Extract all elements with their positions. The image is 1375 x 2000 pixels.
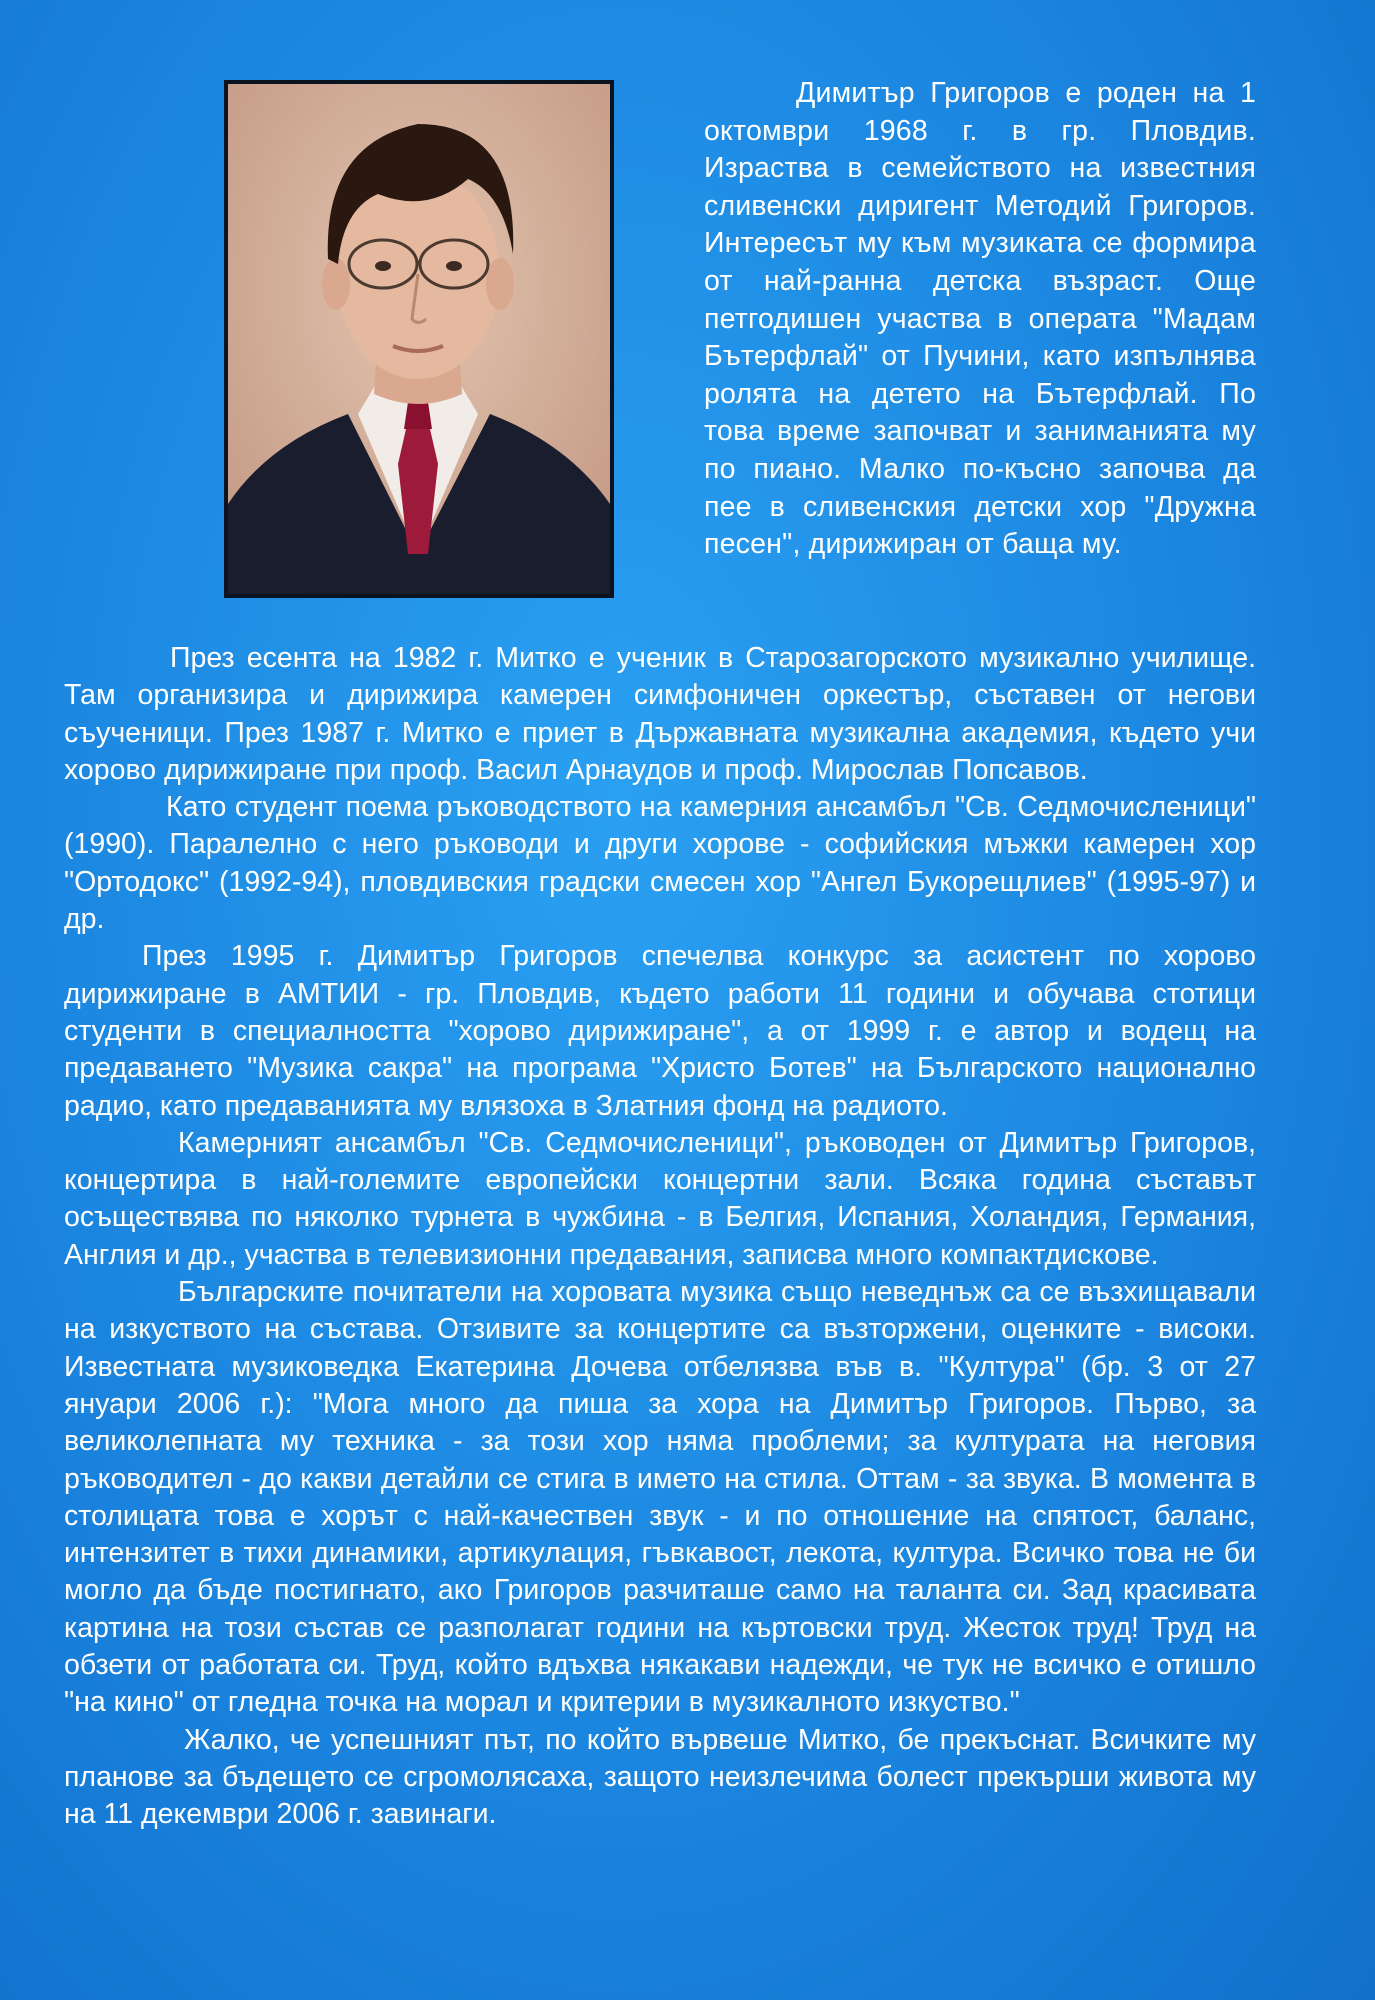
portrait-image <box>228 84 610 594</box>
portrait-photo <box>224 80 614 598</box>
intro-paragraph: Димитър Григоров е роден на 1 октомври 1968 г. в гр. Пловдив. Израства в семейството на известния сливенски диригент Методий Григоров. Интересът му към музиката се формира от най-ранна детска възраст. Още петгодишен участва в операта "Мадам Бътерфлай" от Пучини, като изпълнява ролята на детето на Бътерфлай. По това време започват и заниманията му по пиано. Малко по-късно започва да пее в сливенския детски хор "Дружна песен", дирижиран от баща му. <box>704 77 1256 561</box>
paragraph-assistant: През 1995 г. Димитър Григоров спечелва конкурс за асистент по хорово дирижиране в АМТИИ - гр. Пловдив, където работи 11 години и обучава стотици студенти в специалността "хорово дирижиране", а от 1999 г. е автор и водещ на предаването "Музика сакра" на програма "Христо Ботев" на Българското национално радио, като предаванията му влязоха в Златния фонд на радиото. <box>64 940 1256 1122</box>
biography-body <box>64 640 1256 1834</box>
paragraph-review: Българските почитатели на хоровата музика също неведнъж са се възхищавали на изкуството на състава. Отзивите за концертите са възторжени, оценките - високи. Известната музиковедка Екатерина Дочева отбелязва във в. "Култура" (бр. 3 от 27 януари 2006 г.): "Мога много да пиша за хора на Димитър Григоров. Първо, за великолепната му техника - за този хор няма проблеми; за културата на неговия ръководител - до какви детайли се стига в името на стила. Оттам - за звука. В момента в столицата това е хорът с най-качествен звук - и по отношение на спятост, баланс, интензитет в тихи динамики, артикулация, гъвкавост, лекота, култура. Всичко това не би могло да бъде постигнато, ако Григоров разчиташе само на таланта си. Зад красивата картина на този състав се разполагат години на къртовски труд. Жесток труд! Труд на обзети от работата си. Труд, който вдъхва някакави надежди, че тук не всичко е отишло "на кино" от гледна точка на морал и критерии в музикалното изкуство." <box>64 1276 1256 1719</box>
paragraph-ending: Жалко, че успешният път, по който вървеше Митко, бе прекъснат. Всичките му планове за бъдещето се сгромолясаха, защото неизлечима болест прекърши живота му на 11 декември 2006 г. завинаги. <box>64 1723 1256 1831</box>
paragraph-ensemble: Камерният ансамбъл "Св. Седмочисленици", ръководен от Димитър Григоров, концертира в най-големите европейски концертни зали. Всяка година съставът осъществява по няколко турнета в чужбина - в Белгия, Испания, Холандия, Германия, Англия и др., участва в телевизионни предавания, записва много компактдискове. <box>64 1126 1256 1271</box>
intro-text <box>704 75 1256 564</box>
paragraph-student: Като студент поема ръководството на камерния ансамбъл "Св. Седмочисленици" (1990). Паралелно с него ръководи и други хорове - софийския мъжки камерен хор "Ортодокс" (1992-94), пловдивския градски смесен хор "Ангел Букорещлиев" (1995-97) и др. <box>64 791 1256 936</box>
paragraph-education: През есента на 1982 г. Митко е ученик в Старозагорското музикално училище. Там организира и дирижира камерен симфоничен оркестър, съставен от негови съученици. През 1987 г. Митко е приет в Държавната музикална академия, където учи хорово дирижиране при проф. Васил Арнаудов и проф. Мирослав Попсавов. <box>64 642 1256 786</box>
